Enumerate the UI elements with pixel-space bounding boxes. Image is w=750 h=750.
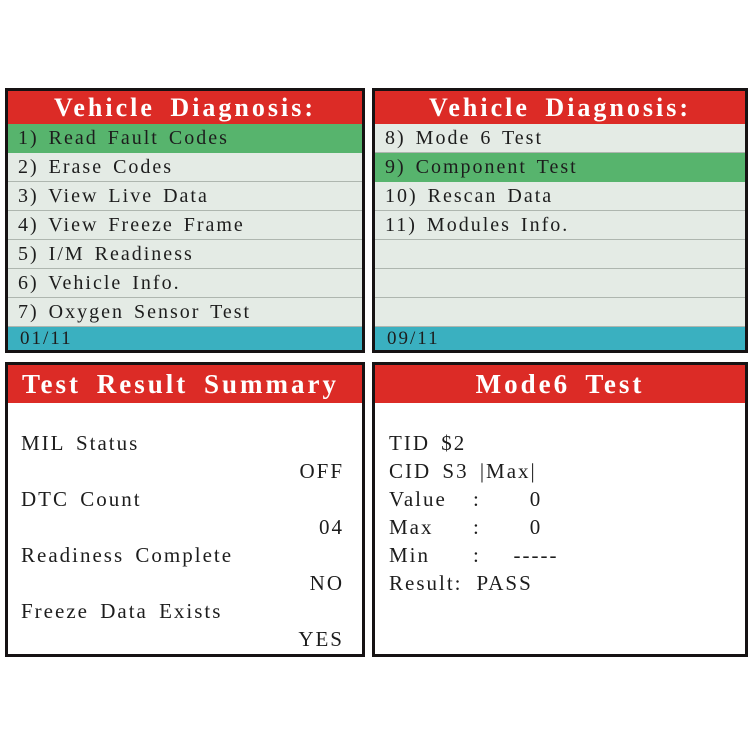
screen-title: Vehicle Diagnosis: [375,91,745,124]
min-label: Min [389,543,431,567]
screen-title: Vehicle Diagnosis: [8,91,362,124]
menu-item-view-live-data[interactable]: 3) View Live Data [8,182,362,211]
summary-content [8,403,362,653]
menu-list [8,124,362,327]
result-value: PASS [476,571,533,595]
vehicle-diagnosis-screen-2 [372,88,748,353]
menu-list [375,124,745,327]
max-label: Max [389,515,434,539]
max-value: 0 [529,515,543,539]
result-label: Result: [389,571,463,595]
menu-item-im-readiness[interactable]: 5) I/M Readiness [8,240,362,269]
mil-status-value: OFF [299,459,344,483]
min-row [389,541,745,569]
value-label: Value [389,487,447,511]
screen-title: Test Result Summary [8,365,362,403]
menu-item-view-freeze-frame[interactable]: 4) View Freeze Frame [8,211,362,240]
mode6-content [375,403,745,597]
page-indicator: 01/11 [8,327,362,350]
freeze-data-exists-value: YES [298,627,344,651]
min-value: ----- [513,543,559,567]
max-row [389,513,745,541]
cid-line: CID S3 |Max| [389,459,537,483]
menu-item-erase-codes[interactable]: 2) Erase Codes [8,153,362,182]
menu-item-rescan-data[interactable]: 10) Rescan Data [375,182,745,211]
dtc-count-label: DTC Count [21,487,142,511]
page-indicator: 09/11 [375,327,745,350]
menu-item-read-fault-codes[interactable]: 1) Read Fault Codes [8,124,362,153]
menu-item-mode-6-test[interactable]: 8) Mode 6 Test [375,124,745,153]
min-colon: : [473,543,481,567]
menu-item-empty [375,269,745,298]
dtc-count-value: 04 [319,515,344,539]
max-colon: : [473,515,481,539]
mode6-test-screen [372,362,748,657]
test-result-summary-screen [5,362,365,657]
menu-item-vehicle-info[interactable]: 6) Vehicle Info. [8,269,362,298]
mil-status-label: MIL Status [21,431,140,455]
tid-line: TID $2 [389,431,467,455]
freeze-data-exists-label: Freeze Data Exists [21,599,223,623]
menu-item-oxygen-sensor-test[interactable]: 7) Oxygen Sensor Test [8,298,362,327]
menu-item-empty [375,298,745,327]
readiness-complete-label: Readiness Complete [21,543,234,567]
result-row [389,569,745,597]
value-row [389,485,745,513]
menu-item-component-test[interactable]: 9) Component Test [375,153,745,182]
screen-title: Mode6 Test [375,365,745,403]
value-colon: : [473,487,481,511]
vehicle-diagnosis-screen-1 [5,88,365,353]
value-value: 0 [529,487,543,511]
readiness-complete-value: NO [309,571,344,595]
menu-item-empty [375,240,745,269]
menu-item-modules-info[interactable]: 11) Modules Info. [375,211,745,240]
